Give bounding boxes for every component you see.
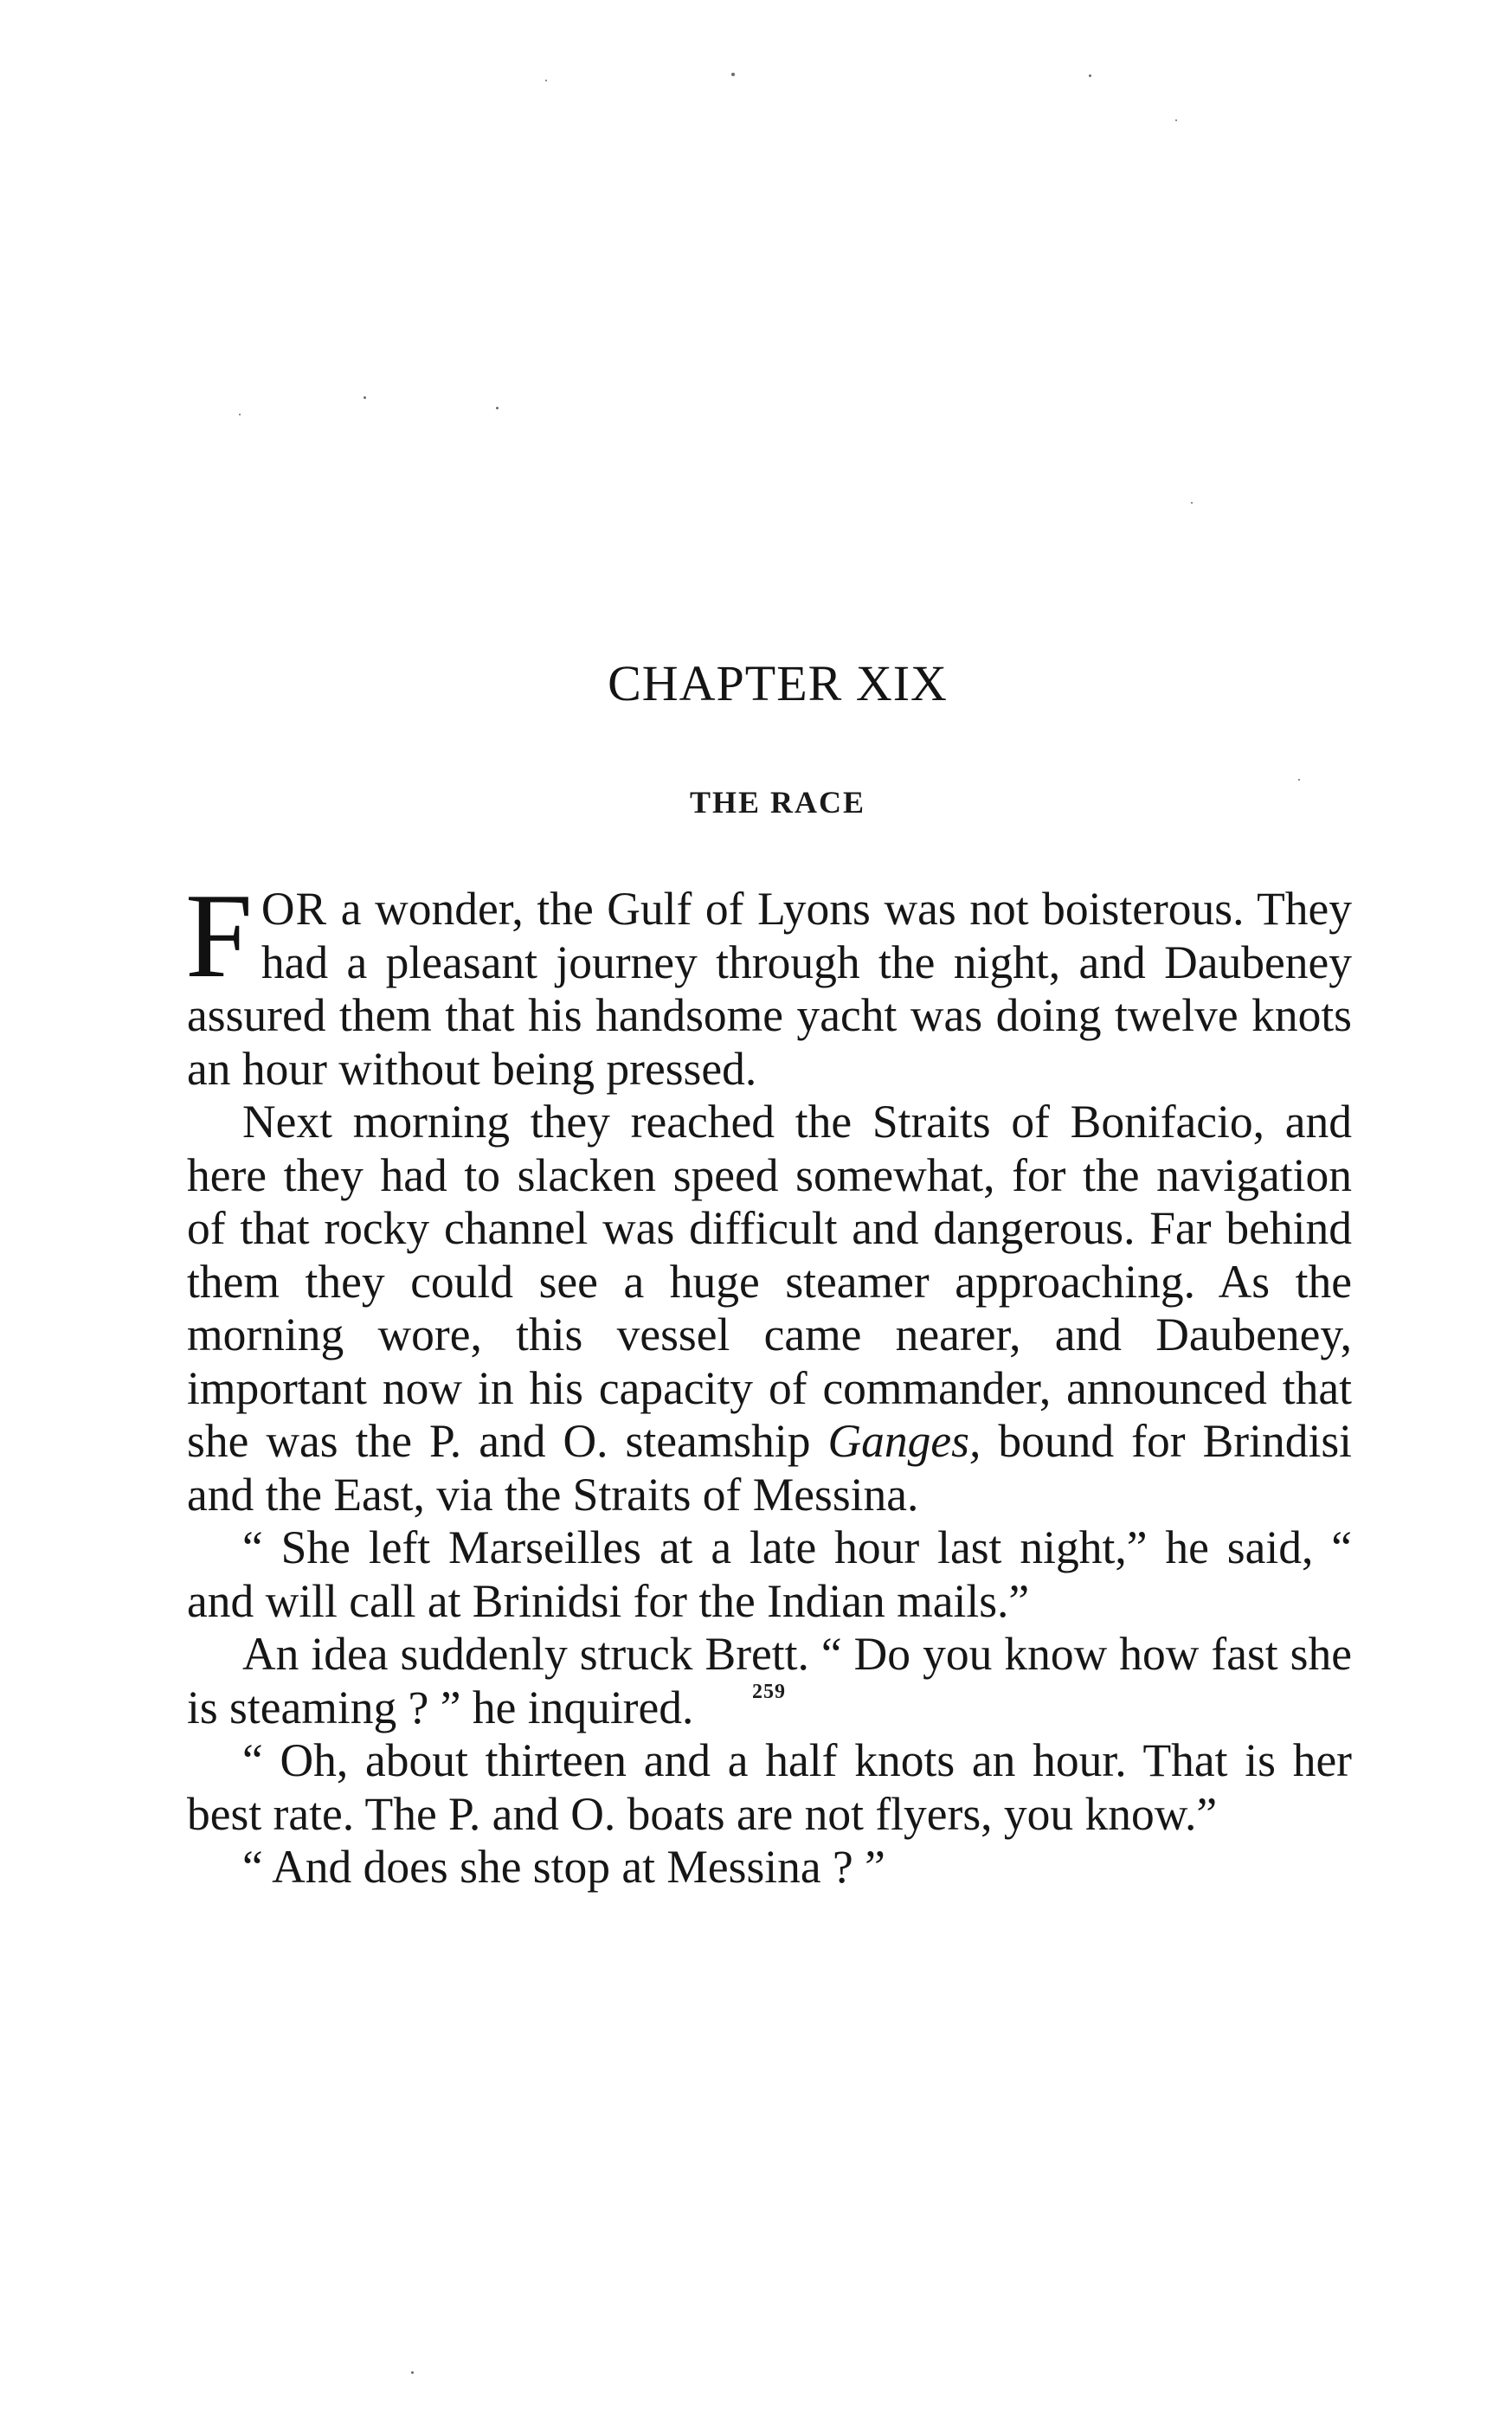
paragraph-text: “ Oh, about thirteen and a half knots an hour. That is her best rate. The P. and O. boats are not flyers, you know.” [187, 1734, 1352, 1840]
paragraph [187, 1734, 1352, 1841]
scan-speck [411, 2371, 414, 2374]
paragraph-text: bound for Brindisi and the East, via the Straits of Messina. [187, 1415, 1352, 1521]
scan-speck [1298, 779, 1300, 781]
chapter-heading: CHAPTER XIX [608, 655, 948, 711]
drop-cap: F [185, 869, 253, 1003]
chapter-body [185, 869, 1352, 1894]
paragraph [185, 869, 1352, 1096]
paragraph [187, 1521, 1352, 1628]
scan-speck [545, 80, 547, 81]
ship-name: Ganges, [827, 1415, 981, 1467]
paragraph [187, 1841, 1352, 1894]
chapter-subheading: THE RACE [689, 785, 866, 820]
page-number: 259 [752, 1681, 786, 1703]
scan-speck [1089, 74, 1091, 77]
paragraph-text: Next morning they reached the Straits of Bonifacio, and here they had to slacken speed somewhat, for the navigation of that rocky channel was difficult and dangerous. Far behind them they could see a huge steamer approaching. As the morning wore, this vessel came nearer, and Daubeney, important now in his capacity of commander, announced that she was the P. and O. steamship [187, 1096, 1352, 1467]
paragraph-text: “ And does she stop at Messina ? ” [242, 1841, 885, 1893]
scan-speck [1191, 502, 1193, 504]
scan-speck [496, 407, 499, 409]
paragraph-text: “ She left Marseilles at a late hour last night,” he said, “ and will call at Brinidsi for the Indian mails.” [187, 1521, 1352, 1627]
paragraph-text: An idea suddenly struck Brett. “ Do you know how fast she is steaming ? ” he inquired. [187, 1628, 1352, 1733]
scan-speck [731, 73, 735, 76]
paragraph-text: a wonder, the Gulf of Lyons was not boisterous. They had a pleasant journey through the night, and Daubeney assured them that his handsome yacht was doing twelve knots an hour without being pressed. [187, 883, 1352, 1095]
scan-speck [364, 396, 366, 399]
scan-speck [239, 414, 241, 415]
opening-word: OR [261, 883, 328, 935]
scan-speck [1175, 119, 1177, 121]
paragraph [187, 1096, 1352, 1521]
